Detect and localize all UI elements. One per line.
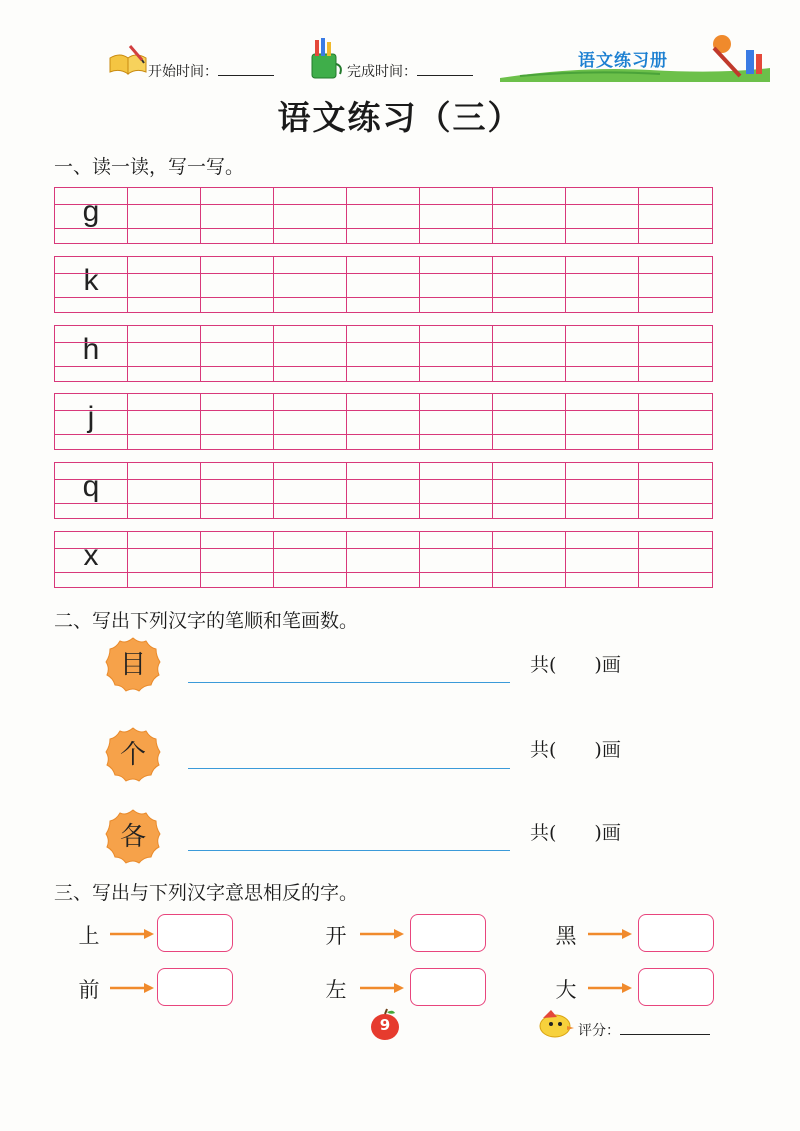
character-badge — [104, 636, 162, 694]
grid-column-divider — [492, 532, 493, 587]
grid-column-divider — [419, 532, 420, 587]
character-badge — [104, 808, 162, 866]
antonym-answer-box[interactable] — [410, 914, 486, 952]
section1-title: 一、读一读，写一写。 — [54, 156, 245, 178]
antonym-source-char: 左 — [325, 978, 347, 1002]
grid-column-divider — [200, 257, 201, 312]
grid-column-divider — [346, 326, 347, 381]
grid-column-divider — [638, 257, 639, 312]
score-blank[interactable] — [620, 1022, 710, 1035]
grid-column-divider — [127, 463, 128, 518]
grid-guide-line — [55, 548, 712, 549]
grid-column-divider — [273, 257, 274, 312]
pinyin-letter: j — [87, 401, 95, 434]
grid-column-divider — [492, 188, 493, 243]
pinyin-letter: g — [82, 195, 100, 228]
grid-column-divider — [273, 532, 274, 587]
grid-column-divider — [638, 326, 639, 381]
grid-guide-line — [55, 342, 712, 343]
arrow-right-icon — [360, 982, 404, 994]
section2-title: 二、写出下列汉字的笔顺和笔画数。 — [54, 610, 359, 632]
pencil-cup-icon — [306, 36, 344, 80]
grid-column-divider — [492, 257, 493, 312]
grid-guide-line — [55, 572, 712, 573]
grid-column-divider — [127, 188, 128, 243]
grid-column-divider — [565, 257, 566, 312]
grid-column-divider — [638, 394, 639, 449]
grid-column-divider — [200, 463, 201, 518]
grid-column-divider — [565, 532, 566, 587]
grid-column-divider — [419, 463, 420, 518]
grid-guide-line — [55, 228, 712, 229]
grid-column-divider — [565, 188, 566, 243]
grid-guide-line — [55, 297, 712, 298]
grid-column-divider — [419, 257, 420, 312]
pinyin-letter: k — [83, 264, 99, 297]
arrow-right-icon — [588, 982, 632, 994]
grid-column-divider — [565, 326, 566, 381]
pinyin-row[interactable] — [54, 462, 713, 519]
grid-column-divider — [565, 394, 566, 449]
grid-column-divider — [273, 188, 274, 243]
stroke-order-char: 个 — [119, 740, 146, 770]
grid-column-divider — [419, 326, 420, 381]
grid-column-divider — [346, 257, 347, 312]
antonym-source-char: 开 — [325, 924, 347, 948]
grid-column-divider — [273, 326, 274, 381]
arrow-right-icon — [110, 982, 154, 994]
grid-column-divider — [346, 532, 347, 587]
stroke-order-answer-line[interactable] — [188, 850, 510, 851]
grid-column-divider — [346, 463, 347, 518]
grid-column-divider — [492, 463, 493, 518]
grid-guide-line — [55, 204, 712, 205]
grid-guide-line — [55, 503, 712, 504]
antonym-answer-box[interactable] — [638, 914, 714, 952]
grid-guide-line — [55, 273, 712, 274]
arrow-right-icon — [360, 928, 404, 940]
grid-column-divider — [419, 188, 420, 243]
grid-column-divider — [273, 394, 274, 449]
antonym-answer-box[interactable] — [157, 914, 233, 952]
pinyin-row[interactable] — [54, 393, 713, 450]
character-badge — [104, 726, 162, 784]
finish-time-blank[interactable] — [417, 63, 473, 76]
grid-column-divider — [419, 394, 420, 449]
book-icon — [108, 44, 148, 76]
antonym-source-char: 前 — [78, 978, 100, 1002]
grid-column-divider — [346, 188, 347, 243]
page-title: 语文练习（三） — [277, 98, 523, 137]
score-label: 评分： — [578, 1023, 620, 1039]
start-time-label: 开始时间： — [148, 64, 218, 80]
grid-column-divider — [492, 394, 493, 449]
pinyin-letter: h — [82, 333, 100, 366]
stroke-order-char: 各 — [119, 822, 146, 852]
grid-column-divider — [127, 532, 128, 587]
arrow-right-icon — [110, 928, 154, 940]
grid-guide-line — [55, 479, 712, 480]
grid-column-divider — [346, 394, 347, 449]
stroke-count-label: 共( )画 — [530, 822, 621, 844]
grid-column-divider — [638, 532, 639, 587]
cartoon-chick-icon — [537, 1008, 575, 1038]
grid-column-divider — [200, 394, 201, 449]
antonym-source-char: 大 — [555, 978, 577, 1002]
grid-column-divider — [638, 463, 639, 518]
grid-column-divider — [565, 463, 566, 518]
grid-column-divider — [200, 188, 201, 243]
stroke-count-label: 共( )画 — [530, 654, 621, 676]
pinyin-row[interactable] — [54, 531, 713, 588]
antonym-answer-box[interactable] — [638, 968, 714, 1006]
grid-column-divider — [200, 532, 201, 587]
stroke-order-char: 目 — [119, 650, 146, 680]
grid-column-divider — [127, 394, 128, 449]
arrow-right-icon — [588, 928, 632, 940]
page-number: 9 — [379, 1016, 391, 1034]
pinyin-letter: x — [83, 539, 99, 572]
grid-guide-line — [55, 410, 712, 411]
grid-column-divider — [127, 257, 128, 312]
pinyin-row[interactable] — [54, 325, 713, 382]
grid-guide-line — [55, 366, 712, 367]
stroke-order-answer-line[interactable] — [188, 768, 510, 769]
antonym-answer-box[interactable] — [157, 968, 233, 1006]
grid-column-divider — [492, 326, 493, 381]
grid-column-divider — [200, 326, 201, 381]
grid-guide-line — [55, 434, 712, 435]
antonym-source-char: 黑 — [555, 924, 577, 948]
grid-column-divider — [638, 188, 639, 243]
pinyin-row[interactable] — [54, 187, 713, 244]
antonym-answer-box[interactable] — [410, 968, 486, 1006]
pinyin-letter: q — [82, 470, 100, 503]
finish-time-label: 完成时间： — [347, 64, 417, 80]
section3-title: 三、写出与下列汉字意思相反的字。 — [54, 882, 359, 904]
start-time-blank[interactable] — [218, 63, 274, 76]
logo-text: 语文练习册 — [578, 51, 668, 71]
antonym-source-char: 上 — [78, 924, 100, 948]
grid-column-divider — [127, 326, 128, 381]
stroke-order-answer-line[interactable] — [188, 682, 510, 683]
grid-column-divider — [273, 463, 274, 518]
stroke-count-label: 共( )画 — [530, 739, 621, 761]
pinyin-row[interactable] — [54, 256, 713, 313]
